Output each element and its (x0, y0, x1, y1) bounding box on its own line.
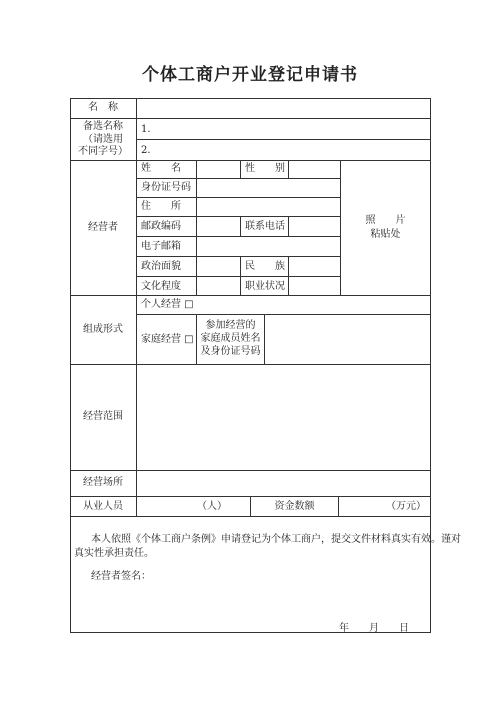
signature-date: 年 月 日 (339, 623, 409, 634)
signature-field[interactable] (152, 567, 412, 587)
capital-label: 资金数额 (274, 501, 315, 512)
alt-name-2-field[interactable] (152, 140, 429, 159)
declaration-text-2: 真实性承担责任。 (74, 548, 154, 559)
operator-ethnicity-label: 民 族 (245, 261, 285, 272)
alt-names-label-note: （请选用 (83, 134, 123, 145)
declaration-text: 本人依照《个体工商户条例》申请登记为个体工商户，提交文件材料真实有效。谨对 (91, 534, 461, 545)
form-type-label: 组成形式 (83, 324, 123, 335)
operator-gender-label: 性 别 (245, 163, 285, 174)
signature-label: 经营者签名： (91, 571, 151, 582)
family-checkbox[interactable]: 家庭经营 □ (141, 334, 194, 345)
family-members-label: 参加经营的 (205, 320, 256, 331)
operator-section-label: 经营者 (88, 222, 118, 233)
operator-email-label: 电子邮箱 (141, 241, 181, 252)
family-members-label-2: 家庭成员姓名 (200, 333, 261, 344)
family-members-label-3: 及身份证号码 (200, 346, 261, 357)
alt-name-2-label: 2. (141, 145, 151, 156)
capital-unit: （万元） (386, 501, 426, 512)
employees-label: 从业人员 (83, 501, 123, 512)
name-label: 名 称 (88, 102, 118, 113)
operator-name-label: 姓 名 (141, 163, 181, 174)
operator-political-label: 政治面貌 (141, 261, 181, 272)
operator-phone-label: 联系电话 (245, 221, 285, 232)
individual-checkbox[interactable]: 个人经营 □ (141, 299, 194, 310)
form-title: 个体工商户开业登记申请书 (142, 65, 358, 85)
business-scope-field[interactable] (137, 365, 429, 469)
business-location-field[interactable] (137, 471, 429, 495)
operator-id-label: 身份证号码 (141, 182, 191, 193)
operator-education-label: 文化程度 (141, 281, 181, 292)
employees-unit: （人） (197, 501, 227, 512)
photo-area-label-2: 粘贴处 (370, 229, 401, 240)
photo-area-label: 照 片 (365, 215, 406, 226)
alt-names-label-note-2: 不同字号） (78, 146, 128, 157)
name-field[interactable] (137, 99, 429, 117)
operator-postcode-label: 邮政编码 (141, 221, 181, 232)
business-scope-label: 经营范围 (83, 411, 123, 422)
operator-address-label: 住 所 (141, 201, 181, 212)
business-location-label: 经营场所 (83, 477, 123, 488)
alt-name-1-label: 1. (141, 124, 151, 135)
operator-occupation-label: 职业状况 (245, 281, 285, 292)
alt-names-label: 备选名称 (83, 121, 123, 132)
alt-name-1-field[interactable] (152, 119, 429, 138)
